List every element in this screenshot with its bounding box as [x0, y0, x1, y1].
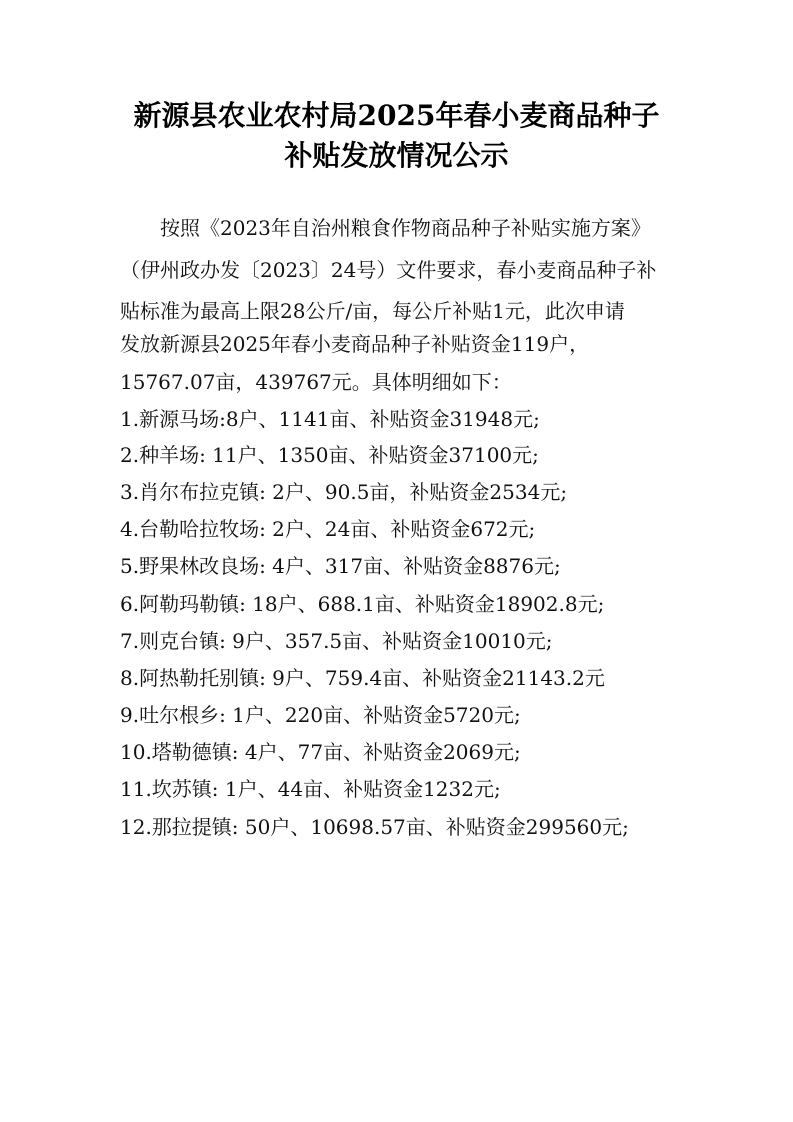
- intro-line-3: 贴标准为最高上限28公斤/亩，每公斤补贴1元，此次申请: [120, 299, 625, 323]
- list-item: 9.吐尔根乡: 1户、220亩、补贴资金5720元;: [120, 703, 521, 727]
- list-item: 11.坎苏镇: 1户、44亩、补贴资金1232元;: [120, 777, 501, 801]
- intro-line-4: 发放新源县2025年春小麦商品种子补贴资金119户，: [120, 332, 590, 356]
- list-item: 2.种羊场: 11户、1350亩、补贴资金37100元;: [120, 443, 539, 467]
- list-item: 1.新源马场:8户、1141亩、补贴资金31948元;: [120, 407, 540, 431]
- list-item: 12.那拉提镇: 50户、10698.57亩、补贴资金299560元;: [120, 815, 629, 839]
- list-item: 7.则克台镇: 9户、357.5亩、补贴资金10010元;: [120, 629, 553, 653]
- document-title-line-2: 补贴发放情况公示: [284, 139, 509, 172]
- intro-line-5: 15767.07亩，439767元。具体明细如下：: [120, 370, 512, 394]
- list-item: 8.阿热勒托别镇: 9户、759.4亩、补贴资金21143.2元: [120, 666, 605, 690]
- list-item: 5.野果林改良场: 4户、317亩、补贴资金8876元;: [120, 554, 561, 578]
- list-item: 6.阿勒玛勒镇: 18户、688.1亩、补贴资金18902.8元;: [120, 592, 605, 616]
- intro-line-2: （伊州政办发〔2023〕24号）文件要求，春小麦商品种子补: [120, 258, 657, 282]
- document-title-line-1: 新源县农业农村局2025年春小麦商品种子: [133, 99, 660, 132]
- list-item: 4.台勒哈拉牧场: 2户、24亩、补贴资金672元;: [120, 517, 536, 541]
- intro-line-1: 按照《2023年自治州粮食作物商品种子补贴实施方案》: [160, 216, 651, 240]
- list-item: 3.肖尔布拉克镇: 2户、90.5亩，补贴资金2534元;: [120, 480, 568, 504]
- list-item: 10.塔勒德镇: 4户、77亩、补贴资金2069元;: [120, 740, 521, 764]
